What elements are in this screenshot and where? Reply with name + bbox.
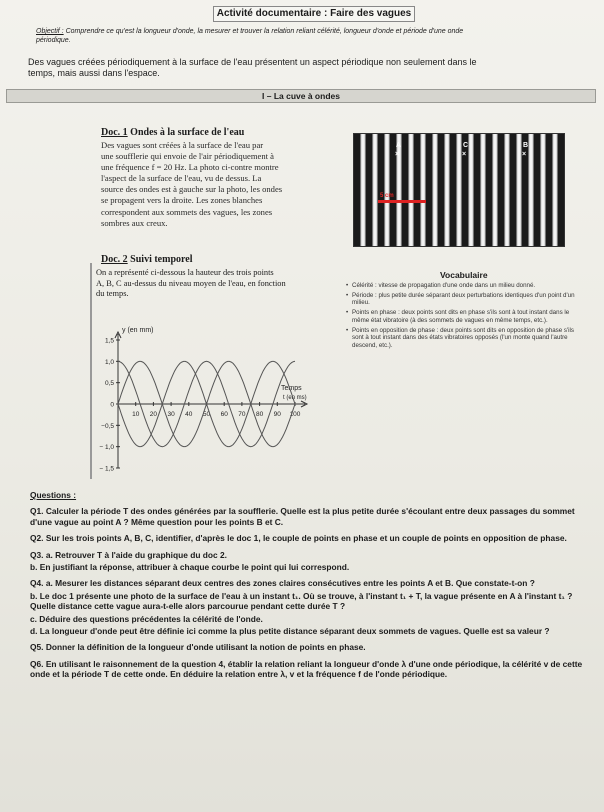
intro-paragraph (28, 57, 568, 79)
doc2-heading (101, 254, 193, 265)
x-tick-label: 90 (273, 411, 281, 418)
doc2-line: du temps. (96, 289, 129, 299)
vocab-item: • Célérité : vitesse de propagation d'une onde dans un milieu donné. (346, 282, 576, 290)
intro-line-2: temps, mais aussi dans l'espace. (28, 68, 160, 78)
y-axis-label: y (en mm) (122, 327, 154, 334)
question-q2: Q2. Sur les trois points A, B, C, identifier, d'après le doc 1, le couple de points en phase et un couple de points en opposition de phase. (30, 533, 567, 544)
doc1-heading (101, 127, 244, 138)
x-tick-label: 30 (167, 411, 175, 418)
x-tick-label: 50 (202, 411, 211, 418)
objectif-text: Comprendre ce qu'est la longueur d'onde, la mesurer et trouver la relation reliant célérité, longueur d'onde et période d'une onde (65, 28, 464, 35)
vocab-item: • Période : plus petite durée séparant deux perturbations identiques d'un point d'un milieu. (346, 292, 576, 307)
objectif-label: Objectif : (36, 28, 64, 35)
vocab-list (346, 282, 576, 352)
y-tick-label: − 1,0 (99, 444, 114, 452)
y-tick-label: 0 (110, 401, 114, 409)
vocab-item: • Points en opposition de phase : deux points sont dits en opposition de phase s'ils sont à tout instant dans des états vibratoires opposés (l'un monte quand l'autre descend, etc.). (346, 327, 576, 350)
photo-scale-label: 5 cm (380, 193, 394, 199)
photo-scale-bar (378, 200, 426, 203)
x-axis-unit-label: t (en ms) (283, 395, 307, 401)
photo-label-c: C (463, 142, 469, 149)
x-tick-label: 70 (238, 411, 246, 418)
photo-label-a: A (396, 142, 402, 149)
question-q3a: Q3. a. Retrouver T à l'aide du graphique du doc 2. (30, 549, 227, 560)
doc1-line: une fréquence f = 20 Hz. La photo ci-contre montre (101, 162, 279, 173)
doc1-line: se propagent vers la droite. Les zones blanches (101, 195, 263, 206)
doc1-line: correspondent aux sommets des vagues, les zones (101, 206, 273, 217)
doc1-text (101, 140, 345, 229)
y-tick-label: 0,5 (104, 380, 114, 388)
question-q4b: b. Le doc 1 présente une photo de la surface de l'eau à un instant t₁. Où se trouve, à l'instant t₁ + T, la vague présente en A à l'instant t₁ ? Quelle distance cette vague aura-t-elle alors parcourue pendant cette durée T ? (30, 590, 573, 612)
doc2-line: A, B, C au-dessus du niveau moyen de l'eau, en fonction (96, 278, 286, 288)
doc2-title: Suivi temporel (130, 254, 193, 265)
question-q4d: d. La longueur d'onde peut être définie ici comme la plus petite distance séparant deux sommets de vagues. Quelle est sa valeur ? (30, 626, 550, 637)
x-tick-label: 10 (132, 411, 140, 418)
vocab-title: Vocabulaire (440, 270, 488, 280)
x-axis-label: Temps (281, 385, 302, 392)
doc1-line: source des ondes est à gauche sur la photo, les ondes (101, 184, 283, 195)
x-tick-label: 40 (185, 411, 193, 418)
doc1-line: sombres aux creux. (101, 217, 168, 228)
x-tick-label: 100 (289, 411, 301, 418)
question-q4c: c. Déduire des questions précédentes la célérité de l'onde. (30, 613, 263, 624)
photo-mark-c: × (462, 151, 467, 158)
question-q6: Q6. En utilisant le raisonnement de la question 4, établir la relation reliant la longueur d'onde λ d'une onde périodique, la célérité v de cette onde et la période T de cette onde. En déduire la relation entre λ, v et la fréquence f de l'onde périodique. (30, 658, 583, 680)
x-tick-label: 20 (149, 411, 158, 418)
objectif-text-2: périodique. (36, 37, 71, 44)
photo-label-b: B (523, 142, 529, 149)
doc1-line: une soufflerie qui envoie de l'air périodiquement à (101, 151, 274, 162)
y-tick-label: 1,5 (104, 337, 114, 345)
doc2-label: Doc. 2 (101, 254, 128, 265)
section-title: I – La cuve à ondes (6, 89, 596, 103)
photo-mark-b: × (522, 151, 527, 158)
doc1-title: Ondes à la surface de l'eau (130, 127, 245, 138)
page-title: Activité documentaire : Faire des vagues (213, 6, 415, 22)
question-q5: Q5. Donner la définition de la longueur d'onde utilisant la notion de points en phase. (30, 642, 366, 653)
photo-mark-a: × (395, 151, 400, 158)
y-tick-label: − 1,5 (99, 465, 114, 473)
chart-svg (90, 310, 350, 480)
x-tick-label: 80 (255, 411, 264, 418)
questions-section (30, 490, 590, 680)
y-tick-label: 1,0 (104, 358, 114, 366)
y-tick-label: −0,5 (101, 422, 114, 430)
doc2-line: On a représenté ci-dessous la hauteur des trois points (96, 268, 274, 277)
x-tick-label: 60 (220, 411, 228, 418)
question-q3b: b. En justifiant la réponse, attribuer à chaque courbe le point qui lui correspond. (30, 562, 350, 573)
doc1-line: Des vagues sont créées à la surface de l'eau par (101, 140, 264, 150)
questions-title: Questions : (30, 490, 77, 500)
intro-line-1: Des vagues créées périodiquement à la surface de l'eau présentent un aspect périodique non seulement dans le (28, 57, 477, 67)
doc2-chart (90, 310, 350, 480)
doc1-label: Doc. 1 (101, 127, 128, 138)
doc1-line: l'aspect de la surface de l'eau, vu de dessus. La (101, 173, 262, 184)
question-q4a: Q4. a. Mesurer les distances séparant deux centres des zones claires consécutives entre les points A et B. Que constate-t-on ? (30, 578, 535, 589)
wave-tank-photo (353, 133, 565, 247)
question-q1: Q1. Calculer la période T des ondes générées par la soufflerie. Quelle est la plus petite durée s'écoulant entre deux passages du sommet d'une vague au point A ? Même question pour les points B et C. (30, 506, 575, 527)
vocab-item: • Points en phase : deux points sont dits en phase s'ils sont à tout instant dans le même état vibratoire (à des sommets de vagues en même temps, etc.). (346, 309, 576, 324)
objectif (36, 27, 576, 45)
doc2-text (96, 268, 341, 300)
